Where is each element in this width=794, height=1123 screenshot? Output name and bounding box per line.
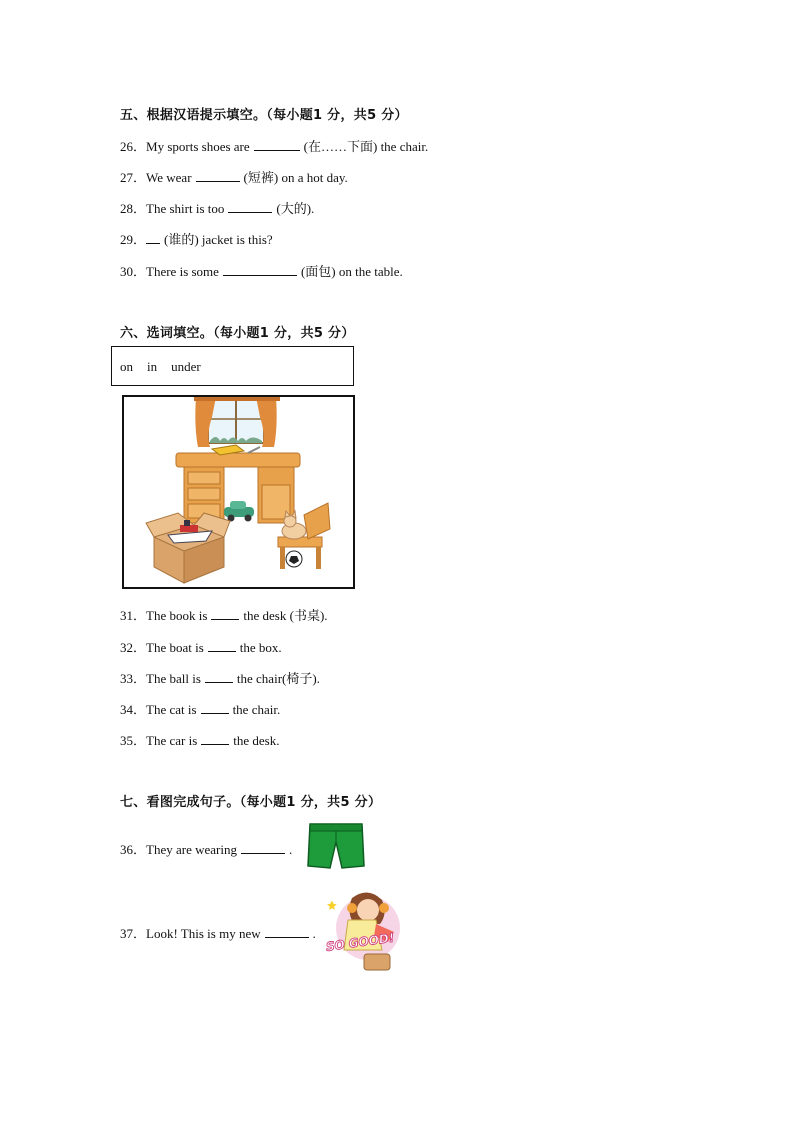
question-30: 30．There is some (面包) on the table. (120, 264, 403, 279)
word-option: in (147, 359, 158, 374)
section-5-title: 五、根据汉语提示填空。（每小题1 分，共5 分） (120, 108, 408, 123)
question-35: 35．The car is the desk. (120, 733, 280, 748)
answer-blank[interactable] (223, 263, 297, 276)
word-box (111, 346, 354, 386)
answer-blank[interactable] (205, 670, 233, 683)
question-32: 32．The boat is the box. (120, 640, 282, 655)
answer-blank[interactable] (241, 841, 285, 854)
question-27: 27．We wear (短裤) on a hot day. (120, 170, 348, 185)
answer-blank[interactable] (265, 925, 309, 938)
question-29: 29． (谁的) jacket is this? (120, 232, 273, 247)
question-28: 28．The shirt is too (大的). (120, 201, 315, 216)
answer-blank[interactable] (146, 231, 160, 244)
room-scene-icon (124, 397, 353, 587)
question-34: 34．The cat is the chair. (120, 702, 281, 717)
so-good-sticker: SO GOOD! (325, 930, 396, 954)
answer-blank[interactable] (228, 200, 272, 213)
section-6-title: 六、选词填空。（每小题1 分，共5 分） (120, 326, 355, 341)
question-33: 33．The ball is the chair(椅子). (120, 671, 320, 686)
room-illustration (122, 395, 355, 589)
answer-blank[interactable] (201, 701, 229, 714)
word-option: under (171, 359, 201, 374)
answer-blank[interactable] (254, 138, 300, 151)
green-shorts-icon (306, 820, 366, 872)
question-31: 31．The book is the desk (书桌). (120, 608, 328, 623)
answer-blank[interactable] (201, 732, 229, 745)
answer-blank[interactable] (211, 607, 239, 620)
answer-blank[interactable] (196, 169, 240, 182)
chair-icon (278, 537, 322, 547)
question-37: 37．Look! This is my new . (120, 926, 316, 941)
word-option: on (120, 359, 133, 374)
question-36: 36．They are wearing . (120, 842, 293, 857)
desk-icon (176, 453, 300, 467)
section-7-title: 七、看图完成句子。（每小题1 分，共5 分） (120, 795, 382, 810)
answer-blank[interactable] (208, 639, 236, 652)
question-26: 26．My sports shoes are (在……下面) the chair. (120, 139, 429, 154)
girl-with-dress-icon (322, 884, 406, 976)
